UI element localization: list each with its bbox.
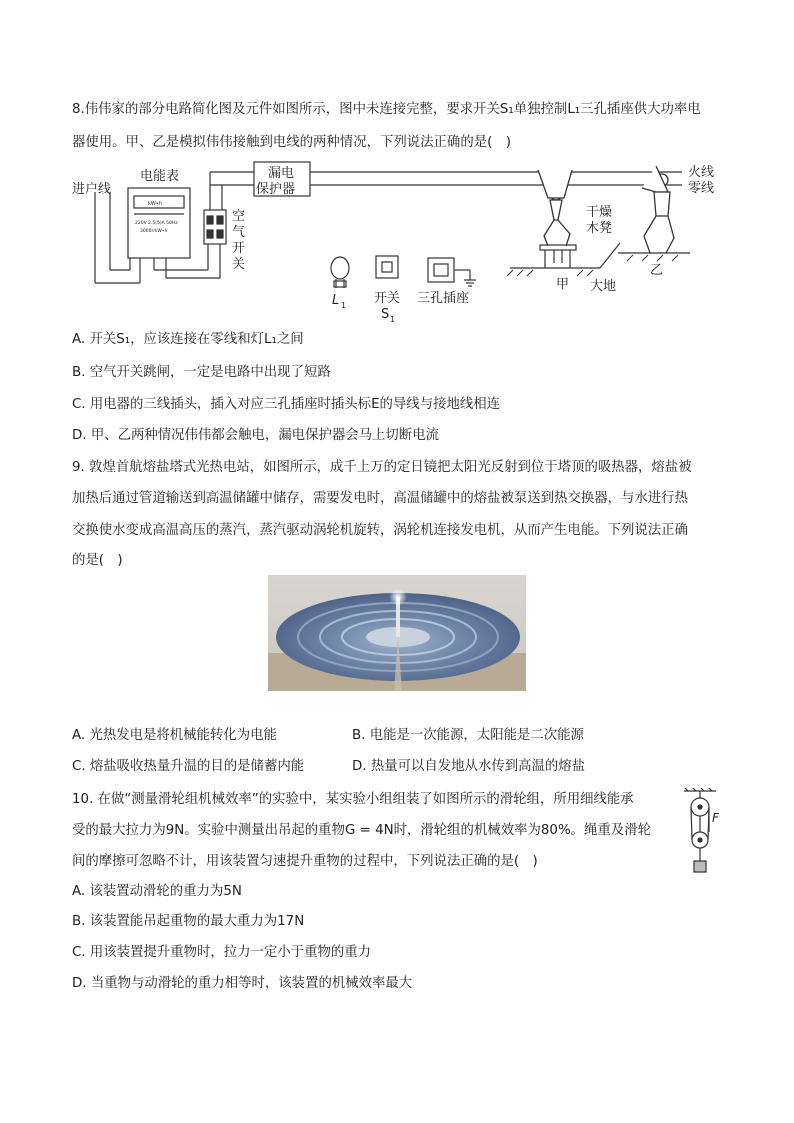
label-dianbiao: 电能表 (140, 169, 180, 184)
label-kongqi-2: 气 (232, 225, 246, 240)
label-kongqi-4: 关 (232, 257, 246, 272)
q10-stem-line3: 间的摩擦可忽略不计，用该装置匀速提升重物的过程中，下列说法正确的是( ) (72, 854, 538, 869)
q10-option-b: B. 该装置能吊起重物的最大重力为17N (72, 914, 305, 929)
person-jia-icon (538, 170, 572, 246)
label-L-sub: 1 (341, 301, 347, 310)
label-socket: 三孔插座 (417, 291, 470, 306)
label-L: L (332, 293, 340, 308)
meter-rev: 3000r/kW•h (140, 229, 168, 234)
q10-stem-line1: 10. 在做“测量滑轮组机械效率”的实验中，某实验小组组装了如图所示的滑轮组，所用细线能承 (72, 792, 634, 807)
label-kaiguan: 开关 (374, 291, 401, 306)
label-lingxian: 零线 (688, 181, 715, 196)
q9-option-b: B. 电能是一次能源，太阳能是二次能源 (352, 728, 584, 743)
meter-unit: kW•h (148, 201, 162, 207)
q8-option-b: B. 空气开关跳闸，一定是电路中出现了短路 (72, 365, 331, 380)
label-ganzao-2: 木凳 (586, 221, 613, 236)
meter-spec: 220V 2.5(5)A 50Hz (135, 221, 178, 226)
label-loudian-2: 保护器 (256, 182, 296, 197)
label-huoxian: 火线 (688, 165, 715, 180)
label-jinhuxian: 进户线 (72, 182, 112, 197)
q8-option-a: A. 开关S₁，应该连接在零线和灯L₁之间 (72, 332, 304, 347)
solar-thermal-plant-photo (268, 575, 526, 691)
q9-option-c: C. 熔盐吸收热量升温的目的是储蓄内能 (72, 759, 305, 774)
q9-option-d: D. 热量可以自发地从水传到高温的熔盐 (352, 759, 586, 774)
q8-stem-line1: 8.伟伟家的部分电路简化图及元件如图所示，图中未连接完整，要求开关S₁单独控制L₁三孔插座供大功率电 (72, 102, 701, 117)
pulley-label-F: F (712, 811, 719, 825)
q10-option-c: C. 用该装置提升重物时，拉力一定小于重物的重力 (72, 945, 372, 960)
q8-option-d: D. 甲、乙两种情况伟伟都会触电，漏电保护器会马上切断电流 (72, 428, 439, 443)
label-ganzao-1: 干燥 (586, 205, 613, 220)
q9-stem-line4: 的是( ) (72, 553, 123, 568)
q10-option-a: A. 该装置动滑轮的重力为5N (72, 884, 242, 899)
q9-stem-line1: 9. 敦煌首航熔盐塔式光热电站，如图所示，成千上万的定日镜把太阳光反射到位于塔顶的吸热器，熔盐被 (72, 460, 692, 475)
label-kongqi-1: 空 (232, 209, 246, 224)
label-jia: 甲 (556, 277, 570, 292)
label-dadi: 大地 (590, 279, 617, 294)
label-yi: 乙 (650, 263, 664, 278)
person-yi-icon (642, 166, 674, 253)
label-S: S (381, 307, 390, 322)
label-loudian-1: 漏电 (268, 166, 295, 181)
q8-stem-line2: 器使用。甲、乙是模拟伟伟接触到电线的两种情况，下列说法正确的是( ) (72, 135, 511, 150)
q9-stem-line2: 加热后通过管道输送到高温储罐中储存，需要发电时，高温储罐中的熔盐被泵送到热交换器，与水进行热 (72, 491, 688, 506)
label-S-sub: 1 (390, 315, 396, 324)
q9-stem-line3: 交换使水变成高温高压的蒸汽，蒸汽驱动涡轮机旋转，涡轮机连接发电机，从而产生电能。下列说法正确 (72, 523, 688, 538)
q10-stem-line2: 受的最大拉力为9N。实验中测量出吊起的重物G = 4N时，滑轮组的机械效率为80%。绳重及滑轮 (72, 823, 652, 838)
q8-circuit-figure (70, 158, 730, 328)
q10-option-d: D. 当重物与动滑轮的重力相等时，该装置的机械效率最大 (72, 976, 413, 991)
label-kongqi-3: 开 (232, 241, 246, 256)
pulley-figure (680, 788, 728, 874)
q8-option-c: C. 用电器的三线插头，插入对应三孔插座时插头标E的导线与接地线相连 (72, 397, 501, 412)
q9-option-a: A. 光热发电是将机械能转化为电能 (72, 728, 277, 743)
